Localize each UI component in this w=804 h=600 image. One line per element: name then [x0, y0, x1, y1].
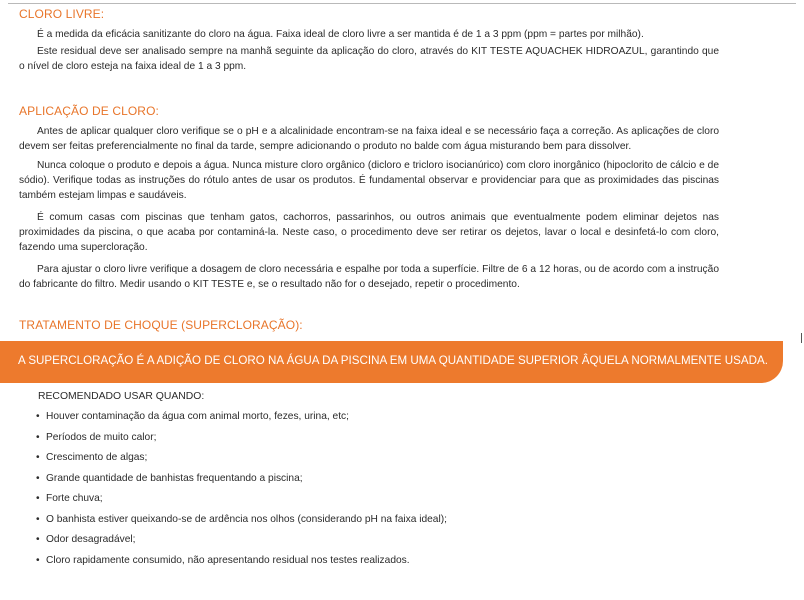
heading-tratamento-de-choque: TRATAMENTO DE CHOQUE (SUPERCLORAÇÃO):: [19, 318, 303, 332]
list-item-text: Cloro rapidamente consumido, não apresentando residual nos testes realizados.: [46, 554, 410, 566]
list-item-text: Odor desagradável;: [46, 534, 136, 545]
recommended-title: RECOMENDADO USAR QUANDO:: [38, 391, 205, 402]
bullet-icon: •: [36, 513, 40, 525]
list-item: [36, 430, 447, 451]
bullet-icon: •: [36, 493, 40, 504]
bullet-icon: •: [36, 411, 40, 422]
list-item-text: Grande quantidade de banhistas frequentando a piscina;: [46, 472, 303, 484]
paragraph: É comum casas com piscinas que tenham gatos, cachorros, passarinhos, ou outros animais que eventualmente podem eliminar dejetos nas proximidades da piscina, o que acaba por contaminá-la. Neste caso, o procedimento deve ser retirar os dejetos, lavar o local e desinfetá-lo com cloro, fazendo uma supercloração.: [19, 212, 719, 253]
list-item-text: O banhista estiver queixando-se de ardência nos olhos (considerando pH na faixa ideal);: [46, 513, 447, 525]
list-item: [36, 471, 447, 492]
list-item: [36, 450, 447, 471]
paragraph: Este residual deve ser analisado sempre na manhã seguinte da aplicação do cloro, através do KIT TESTE AQUACHEK HIDROAZUL, garantindo que o nível de cloro esteja na faixa ideal de 1 a 3 ppm.: [19, 46, 719, 72]
heading-cloro-livre: CLORO LIVRE:: [19, 7, 105, 21]
bullet-icon: •: [36, 554, 40, 566]
edge-mark: [801, 333, 802, 343]
list-item-text: Crescimento de algas;: [46, 452, 148, 463]
supercloracao-banner: [0, 341, 783, 383]
list-item: [36, 491, 447, 512]
list-item: [36, 553, 447, 574]
recommendation-list: [36, 409, 447, 573]
list-item-text: Forte chuva;: [46, 493, 103, 504]
heading-aplicacao-de-cloro: APLICAÇÃO DE CLORO:: [19, 104, 159, 118]
list-item: [36, 512, 447, 533]
bullet-icon: •: [36, 534, 40, 545]
list-item: [36, 532, 447, 553]
list-item-text: Períodos de muito calor;: [46, 431, 157, 443]
banner-text: A SUPERCLORAÇÃO É A ADIÇÃO DE CLORO NA ÁGUA DA PISCINA EM UMA QUANTIDADE SUPERIOR ÂQUELA NORMALMENTE USADA.: [18, 354, 768, 367]
top-rule: [8, 3, 796, 4]
list-item: [36, 409, 447, 430]
bullet-icon: •: [36, 452, 40, 463]
list-item-text: Houver contaminação da água com animal morto, fezes, urina, etc;: [46, 411, 349, 422]
paragraph: Nunca coloque o produto e depois a água. Nunca misture cloro orgânico (dicloro e tricloro isocianúrico) com cloro inorgânico (hipoclorito de cálcio e de sódio). Verifique todas as instruções do rótulo antes de usar os produtos. É fundamental observar e providenciar para que as proximidades das piscinas também estejam limpas e saudáveis.: [19, 160, 719, 201]
bullet-icon: •: [36, 431, 40, 443]
paragraph: É a medida da eficácia sanitizante do cloro na água. Faixa ideal de cloro livre a ser mantida é de 1 a 3 ppm (ppm = partes por milhão).: [37, 29, 644, 40]
bullet-icon: •: [36, 472, 40, 484]
paragraph: Para ajustar o cloro livre verifique a dosagem de cloro necessária e espalhe por toda a superfície. Filtre de 6 a 12 horas, ou de acordo com a instrução do fabricante do filtro. Medir usando o KIT TESTE e, se o resultado não for o desejado, repetir o procedimento.: [19, 264, 719, 290]
paragraph: Antes de aplicar qualquer cloro verifique se o pH e a alcalinidade encontram-se na faixa ideal e se necessário faça a correção. As aplicações de cloro devem ser feitas preferencialmente no final da tarde, sempre adicionando o produto no balde com água misturando bem para dissolver.: [19, 126, 719, 152]
